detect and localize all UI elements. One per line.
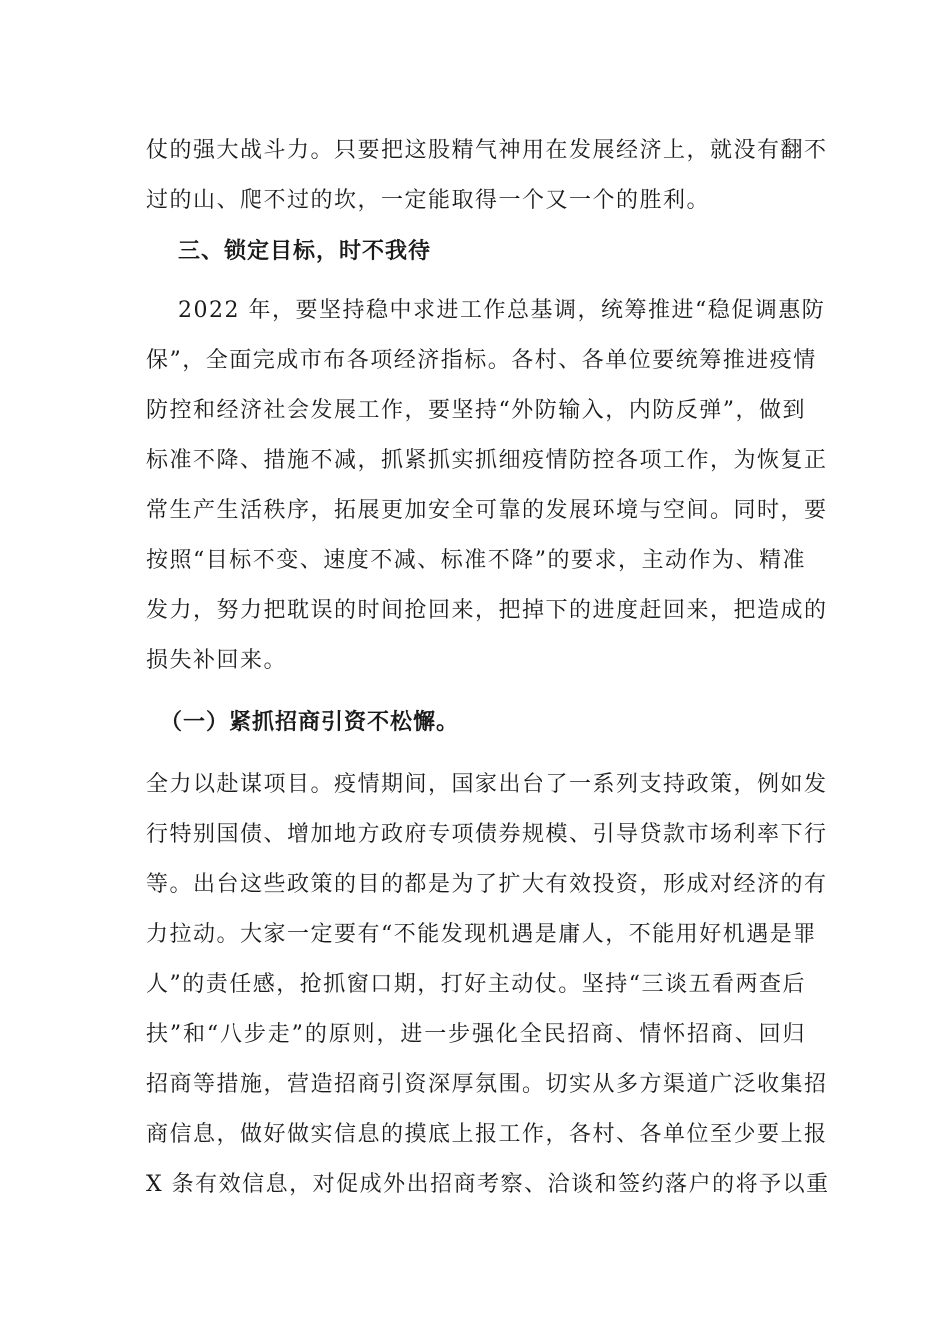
paragraph-2-line-7: 发力，努力把耽误的时间抢回来，把掉下的进度赶回来，把造成的 [146, 598, 828, 623]
paragraph-1-line-1: 仗的强大战斗力。只要把这股精气神用在发展经济上，就没有翻不 [146, 138, 828, 163]
paragraph-3-line-4: 力拉动。大家一定要有“不能发现机遇是庸人，不能用好机遇是罪 [146, 922, 817, 947]
paragraph-2-line-1: 2022 年，要坚持稳中求进工作总基调，统筹推进“稳促调惠防 [178, 298, 826, 323]
paragraph-3-line-6: 扶”和“八步走”的原则，进一步强化全民招商、情怀招商、回归 [146, 1022, 806, 1047]
paragraph-3-line-7: 招商等措施，营造招商引资深厚氛围。切实从多方渠道广泛收集招 [146, 1072, 828, 1097]
paragraph-3-line-9: X 条有效信息，对促成外出招商考察、洽谈和签约落户的将予以重 [146, 1172, 830, 1197]
paragraph-2-line-6: 按照“目标不变、速度不减、标准不降”的要求，主动作为、精准 [146, 548, 806, 573]
paragraph-2-line-5: 常生产生活秩序，拓展更加安全可靠的发展环境与空间。同时，要 [146, 498, 828, 523]
paragraph-2-line-2: 保”，全面完成市布各项经济指标。各村、各单位要统筹推进疫情 [146, 348, 817, 373]
paragraph-2-line-8: 损失补回来。 [146, 648, 288, 673]
paragraph-3-line-1: 全力以赴谋项目。疫情期间，国家出台了一系列支持政策，例如发 [146, 772, 828, 797]
paragraph-3-line-8: 商信息，做好做实信息的摸底上报工作，各村、各单位至少要上报 [146, 1122, 828, 1147]
paragraph-2-line-3: 防控和经济社会发展工作，要坚持“外防输入，内防反弹”，做到 [146, 398, 806, 423]
paragraph-1-line-2: 过的山、爬不过的坎，一定能取得一个又一个的胜利。 [146, 188, 711, 213]
paragraph-3-line-3: 等。出台这些政策的目的都是为了扩大有效投资，形成对经济的有 [146, 872, 828, 897]
paragraph-2-line-4: 标准不降、措施不减，抓紧抓实抓细疫情防控各项工作，为恢复正 [146, 448, 828, 473]
paragraph-3-line-2: 行特别国债、增加地方政府专项债券规模、引导贷款市场利率下行 [146, 822, 828, 847]
section-3-heading: 三、锁定目标，时不我待 [178, 239, 432, 264]
subsection-1-heading: （一）紧抓招商引资不松懈。 [160, 710, 460, 735]
paragraph-3-line-5: 人”的责任感，抢抓窗口期，打好主动仗。坚持“三谈五看两查后 [146, 972, 806, 997]
